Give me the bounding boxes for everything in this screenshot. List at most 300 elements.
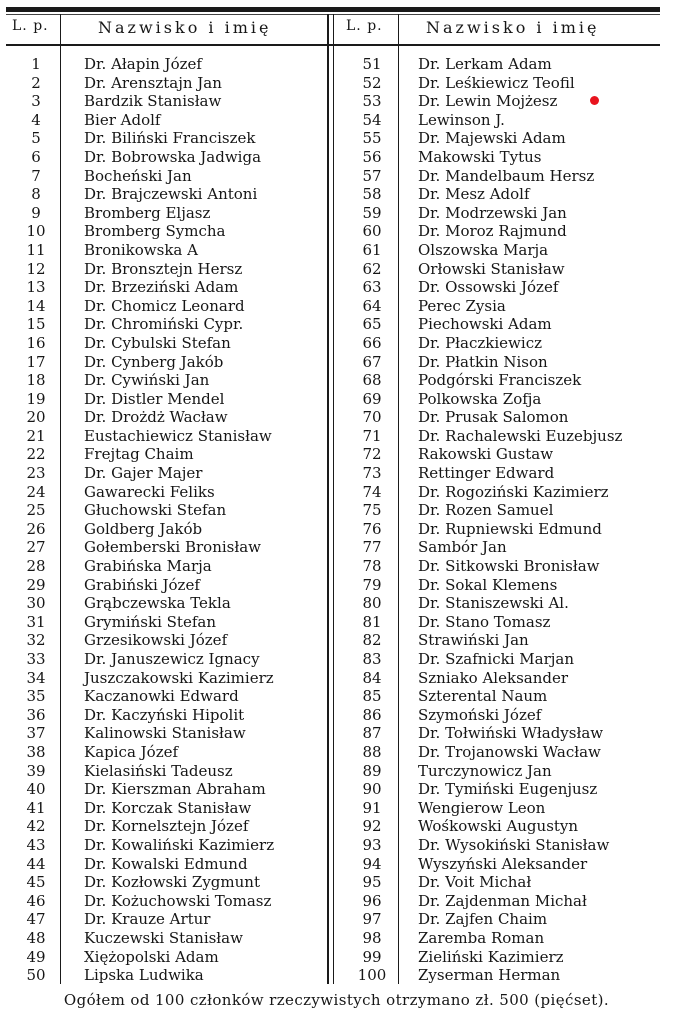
member-name: Dr. Rupniewski Edmund — [418, 519, 602, 538]
member-row — [0, 111, 327, 130]
member-number: 22 — [26, 445, 46, 464]
member-row — [334, 111, 673, 130]
member-name: Dr. Kierszman Abraham — [84, 780, 266, 799]
member-name: Dr. Gajer Majer — [84, 464, 203, 483]
member-row — [0, 631, 327, 650]
member-number: 28 — [26, 557, 46, 576]
member-name: Szymoński Józef — [418, 705, 542, 724]
member-number: 47 — [26, 910, 46, 929]
member-row — [0, 371, 327, 390]
member-name: Podgórski Franciszek — [418, 371, 582, 390]
member-number: 88 — [362, 742, 382, 761]
member-name: Lipska Ludwika — [84, 966, 204, 985]
member-name: Dr. Zajdenman Michał — [418, 891, 587, 910]
member-number: 72 — [362, 445, 382, 464]
member-row — [334, 55, 673, 74]
header-name-left: Nazwisko i imię — [98, 18, 272, 37]
member-row — [334, 669, 673, 688]
member-name: Bardzik Stanisław — [84, 92, 222, 111]
member-row — [0, 390, 327, 409]
member-number: 50 — [26, 966, 46, 985]
member-row — [334, 873, 673, 892]
member-name: Lewinson J. — [418, 110, 505, 129]
member-row — [0, 687, 327, 706]
member-number: 98 — [362, 928, 382, 947]
member-name: Dr. Majewski Adam — [418, 129, 566, 148]
member-name: Dr. Mesz Adolf — [418, 185, 530, 204]
member-name: Dr. Leśkiewicz Teofil — [418, 73, 575, 92]
member-row — [334, 557, 673, 576]
member-row — [334, 892, 673, 911]
member-name: Dr. Krauze Artur — [84, 910, 211, 929]
member-row — [0, 520, 327, 539]
member-row — [334, 817, 673, 836]
member-number: 100 — [357, 966, 387, 985]
member-row — [334, 613, 673, 632]
member-number: 97 — [362, 910, 382, 929]
member-number: 73 — [362, 464, 382, 483]
member-row — [0, 55, 327, 74]
member-row — [334, 780, 673, 799]
member-row — [334, 464, 673, 483]
member-name: Dr. Kornelsztejn Józef — [84, 817, 249, 836]
member-row — [0, 241, 327, 260]
member-row — [334, 390, 673, 409]
member-number: 5 — [31, 129, 41, 148]
member-number: 32 — [26, 631, 46, 650]
member-number: 87 — [362, 724, 382, 743]
member-name: Dr. Lerkam Adam — [418, 55, 552, 73]
member-row — [0, 910, 327, 929]
member-row — [334, 743, 673, 762]
member-row — [334, 724, 673, 743]
member-row — [0, 743, 327, 762]
member-name: Grzesikowski Józef — [84, 631, 228, 650]
member-number: 90 — [362, 780, 382, 799]
member-row — [334, 929, 673, 948]
member-number: 4 — [31, 110, 41, 129]
member-row — [0, 613, 327, 632]
member-name: Wośkowski Augustyn — [418, 817, 579, 836]
member-row — [334, 408, 673, 427]
member-number: 54 — [362, 110, 382, 129]
member-row — [334, 631, 673, 650]
member-number: 30 — [26, 594, 46, 613]
member-row — [0, 167, 327, 186]
member-row — [0, 334, 327, 353]
member-number: 59 — [362, 203, 382, 222]
member-name: Dr. Ałapin Józef — [84, 55, 202, 73]
member-number: 21 — [26, 426, 46, 445]
member-name: Bromberg Symcha — [84, 222, 226, 241]
member-name: Wyszyński Aleksander — [418, 854, 588, 873]
member-row — [0, 799, 327, 818]
member-number: 52 — [362, 73, 382, 92]
member-number: 31 — [26, 612, 46, 631]
member-row — [334, 185, 673, 204]
member-name: Strawiński Jan — [418, 631, 529, 650]
member-name: Dr. Trojanowski Wacław — [418, 742, 601, 761]
member-name: Dr. Rozen Samuel — [418, 501, 554, 520]
member-number: 14 — [26, 296, 46, 315]
member-number: 76 — [362, 519, 382, 538]
member-name: Dr. Rachalewski Euzebjusz — [418, 426, 623, 445]
member-name: Juszczakowski Kazimierz — [84, 668, 274, 687]
member-row — [334, 297, 673, 316]
member-row — [334, 445, 673, 464]
member-number: 60 — [362, 222, 382, 241]
member-row — [0, 129, 327, 148]
member-name: Dr. Arensztajn Jan — [84, 73, 222, 92]
member-name: Zaremba Roman — [418, 928, 545, 947]
header-lp-right: L. p. — [346, 18, 383, 34]
member-name: Dr. Prusak Salomon — [418, 408, 569, 427]
member-row — [334, 594, 673, 613]
member-name: Kuczewski Stanisław — [84, 928, 243, 947]
member-name: Dr. Januszewicz Ignacy — [84, 650, 260, 668]
member-number: 99 — [362, 947, 382, 966]
member-name: Bronikowska A — [84, 240, 198, 259]
member-name: Dr. Bobrowska Jadwiga — [84, 147, 262, 166]
member-number: 34 — [26, 668, 46, 687]
member-number: 96 — [362, 891, 382, 910]
member-name: Zyserman Herman — [418, 966, 561, 985]
member-number: 13 — [26, 278, 46, 297]
member-number: 29 — [26, 575, 46, 594]
member-row — [334, 334, 673, 353]
member-number: 82 — [362, 631, 382, 650]
member-number: 8 — [31, 185, 41, 204]
member-row — [334, 74, 673, 93]
header-lp-left: L. p. — [12, 18, 49, 34]
member-number: 41 — [26, 798, 46, 817]
member-number: 48 — [26, 928, 46, 947]
member-number: 65 — [362, 315, 382, 334]
member-row — [0, 892, 327, 911]
member-row — [334, 948, 673, 967]
member-number: 71 — [362, 426, 382, 445]
red-dot-marker — [590, 96, 599, 105]
member-number: 51 — [362, 55, 382, 73]
top-rule — [6, 7, 660, 12]
member-row — [334, 966, 673, 985]
member-row — [0, 538, 327, 557]
member-number: 58 — [362, 185, 382, 204]
member-name: Dr. Chomicz Leonard — [84, 296, 245, 315]
member-name: Dr. Kożuchowski Tomasz — [84, 891, 272, 910]
member-name: Grąbczewska Tekla — [84, 594, 231, 613]
member-number: 69 — [362, 389, 382, 408]
member-row — [0, 855, 327, 874]
member-name: Turczynowicz Jan — [418, 761, 552, 780]
member-name: Bier Adolf — [84, 110, 161, 129]
member-row — [0, 278, 327, 297]
member-name: Bromberg Eljasz — [84, 203, 211, 222]
member-number: 18 — [26, 371, 46, 390]
member-number: 33 — [26, 650, 46, 668]
member-row — [0, 706, 327, 725]
member-row — [334, 222, 673, 241]
member-name: Zieliński Kazimierz — [418, 947, 564, 966]
member-name: Xiężopolski Adam — [84, 947, 219, 966]
member-name: Gawarecki Feliks — [84, 482, 215, 501]
member-number: 49 — [26, 947, 46, 966]
member-row — [334, 483, 673, 502]
member-row — [334, 315, 673, 334]
member-number: 95 — [362, 873, 382, 892]
member-list-left — [0, 55, 327, 985]
member-row — [0, 780, 327, 799]
member-number: 64 — [362, 296, 382, 315]
member-name: Dr. Rogoziński Kazimierz — [418, 482, 609, 501]
member-name: Dr. Staniszewski Al. — [418, 594, 569, 613]
member-row — [0, 74, 327, 93]
member-row — [0, 408, 327, 427]
member-number: 27 — [26, 538, 46, 557]
member-name: Dr. Wysokiński Stanisław — [418, 835, 610, 854]
member-number: 63 — [362, 278, 382, 297]
column-divider-center — [327, 14, 329, 984]
member-row — [0, 724, 327, 743]
member-number: 10 — [26, 222, 46, 241]
member-number: 17 — [26, 352, 46, 371]
member-row — [334, 910, 673, 929]
member-name: Sambór Jan — [418, 538, 507, 557]
member-number: 42 — [26, 817, 46, 836]
member-row — [0, 353, 327, 372]
member-number: 1 — [31, 55, 41, 73]
member-number: 93 — [362, 835, 382, 854]
member-name: Szniako Aleksander — [418, 668, 569, 687]
member-row — [334, 501, 673, 520]
member-name: Dr. Płatkin Nison — [418, 352, 548, 371]
member-number: 91 — [362, 798, 382, 817]
member-row — [334, 129, 673, 148]
member-name: Dr. Bronsztejn Hersz — [84, 259, 243, 278]
member-row — [334, 353, 673, 372]
member-row — [334, 92, 673, 111]
member-row — [0, 873, 327, 892]
member-number: 26 — [26, 519, 46, 538]
member-name: Wengierow Leon — [418, 798, 546, 817]
member-number: 24 — [26, 482, 46, 501]
member-name: Dr. Kaczyński Hipolit — [84, 705, 245, 724]
member-number: 57 — [362, 166, 382, 185]
member-name: Dr. Cybulski Stefan — [84, 333, 231, 352]
member-row — [334, 687, 673, 706]
member-row — [334, 650, 673, 669]
member-row — [334, 167, 673, 186]
member-name: Perec Zysia — [418, 296, 506, 315]
member-name: Orłowski Stanisław — [418, 259, 565, 278]
member-name: Kapica Józef — [84, 742, 179, 761]
member-name: Dr. Drożdż Wacław — [84, 408, 228, 427]
member-name: Dr. Kozłowski Zygmunt — [84, 873, 260, 892]
member-name: Dr. Korczak Stanisław — [84, 798, 252, 817]
member-name: Dr. Chromiński Cypr. — [84, 315, 244, 334]
member-row — [334, 241, 673, 260]
member-name: Dr. Distler Mendel — [84, 389, 225, 408]
member-row — [0, 483, 327, 502]
member-row — [0, 948, 327, 967]
member-number: 15 — [26, 315, 46, 334]
member-number: 92 — [362, 817, 382, 836]
member-row — [0, 297, 327, 316]
member-number: 11 — [26, 240, 46, 259]
member-row — [0, 260, 327, 279]
member-number: 84 — [362, 668, 382, 687]
member-number: 45 — [26, 873, 46, 892]
member-row — [334, 762, 673, 781]
member-number: 55 — [362, 129, 382, 148]
member-number: 68 — [362, 371, 382, 390]
member-row — [0, 92, 327, 111]
member-name: Dr. Tymiński Eugenjusz — [418, 780, 598, 799]
member-name: Dr. Płaczkiewicz — [418, 333, 542, 352]
member-number: 7 — [31, 166, 41, 185]
member-name: Polkowska Zofja — [418, 389, 542, 408]
member-number: 85 — [362, 687, 382, 706]
member-name: Dr. Sitkowski Bronisław — [418, 557, 600, 576]
member-number: 83 — [362, 650, 382, 668]
member-row — [334, 576, 673, 595]
member-number: 89 — [362, 761, 382, 780]
member-number: 74 — [362, 482, 382, 501]
member-row — [334, 855, 673, 874]
member-name: Dr. Voit Michał — [418, 873, 532, 892]
member-number: 43 — [26, 835, 46, 854]
member-row — [334, 260, 673, 279]
member-number: 61 — [362, 240, 382, 259]
member-name: Dr. Kowalski Edmund — [84, 854, 248, 873]
member-row — [0, 148, 327, 167]
member-number: 6 — [31, 147, 41, 166]
member-name: Głuchowski Stefan — [84, 501, 227, 520]
member-number: 70 — [362, 408, 382, 427]
member-name: Eustachiewicz Stanisław — [84, 426, 272, 445]
member-name: Dr. Cywiński Jan — [84, 371, 210, 390]
member-name: Dr. Cynberg Jakób — [84, 352, 224, 371]
member-name: Kaczanowki Edward — [84, 687, 239, 706]
member-row — [0, 204, 327, 223]
member-row — [0, 836, 327, 855]
member-list-right — [334, 55, 673, 985]
member-number: 56 — [362, 147, 382, 166]
member-row — [0, 222, 327, 241]
member-row — [0, 576, 327, 595]
member-row — [0, 966, 327, 985]
member-number: 53 — [362, 92, 382, 111]
member-name: Makowski Tytus — [418, 147, 542, 166]
member-name: Frejtag Chaim — [84, 445, 194, 464]
member-name: Goldberg Jakób — [84, 519, 203, 538]
member-row — [334, 427, 673, 446]
member-name: Dr. Zajfen Chaim — [418, 910, 548, 929]
member-row — [0, 445, 327, 464]
member-name: Dr. Biliński Franciszek — [84, 129, 256, 148]
header-name-right: Nazwisko i imię — [426, 18, 600, 37]
member-row — [334, 204, 673, 223]
member-row — [0, 501, 327, 520]
member-name: Kielasiński Tadeusz — [84, 761, 233, 780]
member-row — [0, 315, 327, 334]
footer-summary: Ogółem od 100 członków rzeczywistych otrzymano zł. 500 (pięćset). — [63, 991, 610, 1009]
member-number: 79 — [362, 575, 382, 594]
member-row — [0, 464, 327, 483]
member-row — [0, 762, 327, 781]
member-number: 38 — [26, 742, 46, 761]
member-number: 39 — [26, 761, 46, 780]
member-number: 36 — [26, 705, 46, 724]
member-name: Rakowski Gustaw — [418, 445, 554, 464]
member-name: Dr. Brajczewski Antoni — [84, 185, 258, 204]
member-row — [0, 669, 327, 688]
member-row — [0, 427, 327, 446]
member-number: 40 — [26, 780, 46, 799]
member-name: Rettinger Edward — [418, 464, 555, 483]
member-row — [334, 148, 673, 167]
member-number: 2 — [31, 73, 41, 92]
member-number: 9 — [31, 203, 41, 222]
member-row — [334, 520, 673, 539]
member-number: 44 — [26, 854, 46, 873]
member-number: 77 — [362, 538, 382, 557]
member-row — [0, 929, 327, 948]
member-number: 80 — [362, 594, 382, 613]
member-name: Dr. Brzeziński Adam — [84, 278, 239, 297]
member-row — [334, 836, 673, 855]
member-name: Bocheński Jan — [84, 166, 192, 185]
member-name: Szterental Naum — [418, 687, 548, 706]
member-number: 66 — [362, 333, 382, 352]
member-number: 3 — [31, 92, 41, 111]
member-name: Dr. Tołwiński Władysław — [418, 724, 604, 743]
member-number: 20 — [26, 408, 46, 427]
member-number: 37 — [26, 724, 46, 743]
member-name: Dr. Mandelbaum Hersz — [418, 166, 595, 185]
member-number: 94 — [362, 854, 382, 873]
member-row — [334, 278, 673, 297]
member-row — [334, 538, 673, 557]
member-name: Kalinowski Stanisław — [84, 724, 246, 743]
member-name: Dr. Stano Tomasz — [418, 612, 551, 631]
member-name: Dr. Sokal Klemens — [418, 575, 558, 594]
member-row — [0, 817, 327, 836]
member-name: Grabiński Józef — [84, 575, 200, 594]
member-name: Dr. Kowaliński Kazimierz — [84, 835, 275, 854]
member-number: 35 — [26, 687, 46, 706]
member-name: Gołemberski Bronisław — [84, 538, 262, 557]
member-row — [0, 557, 327, 576]
member-name: Piechowski Adam — [418, 315, 552, 334]
member-number: 78 — [362, 557, 382, 576]
member-number: 67 — [362, 352, 382, 371]
member-number: 86 — [362, 705, 382, 724]
member-row — [0, 594, 327, 613]
member-name: Dr. Moroz Rajmund — [418, 222, 567, 241]
member-number: 23 — [26, 464, 46, 483]
member-name: Dr. Lewin Mojżesz — [418, 92, 558, 111]
member-row — [0, 650, 327, 669]
member-name: Grabińska Marja — [84, 557, 212, 576]
member-number: 16 — [26, 333, 46, 352]
member-name: Dr. Modrzewski Jan — [418, 203, 567, 222]
member-number: 12 — [26, 259, 46, 278]
member-number: 81 — [362, 612, 382, 631]
member-number: 46 — [26, 891, 46, 910]
member-name: Olszowska Marja — [418, 240, 549, 259]
member-row — [0, 185, 327, 204]
